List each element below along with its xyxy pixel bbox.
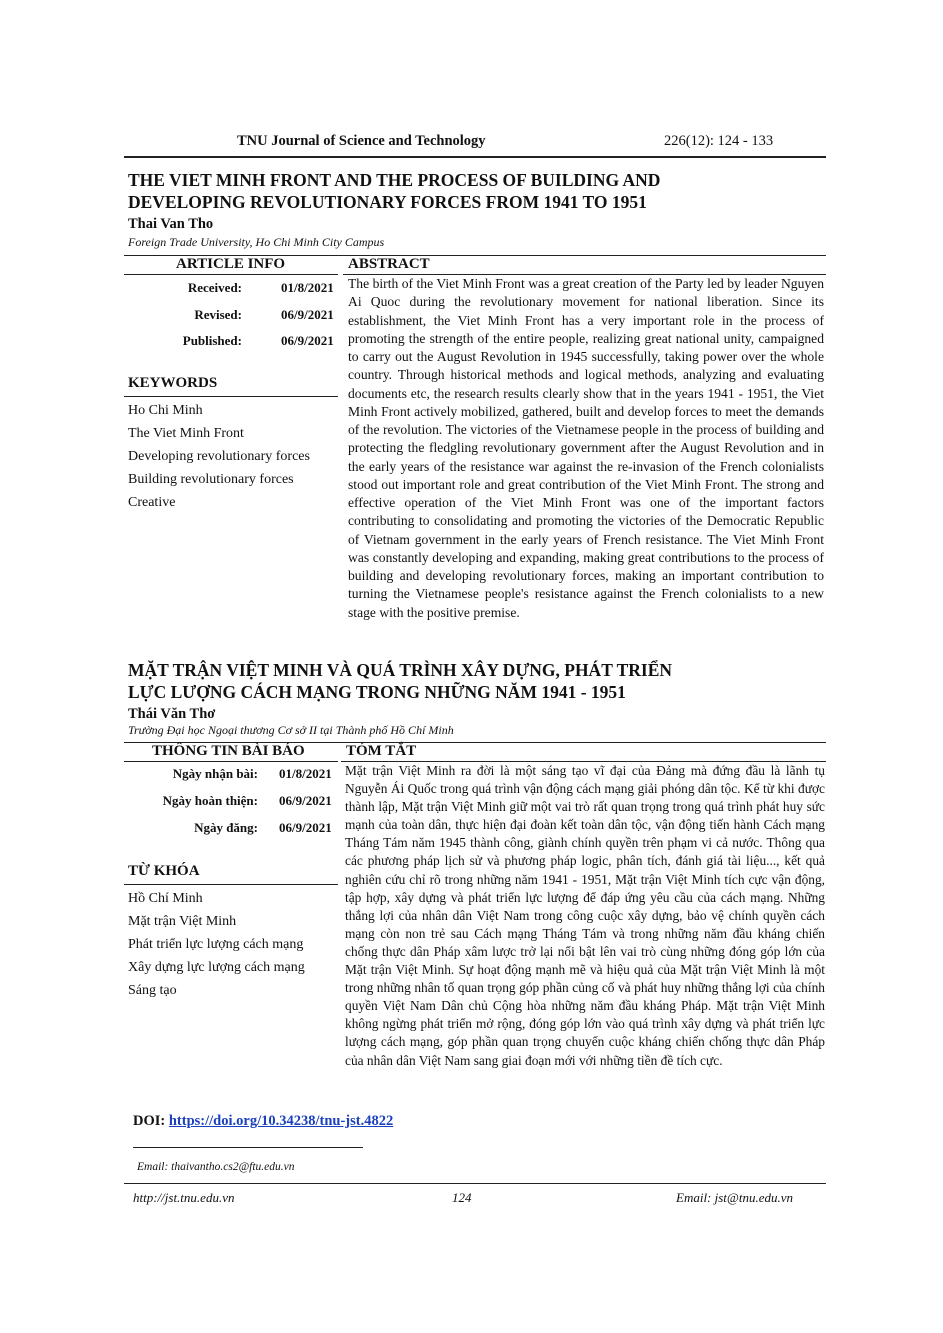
keywords-rule (124, 396, 338, 397)
keyword-item: Developing revolutionary forces (128, 449, 310, 464)
doi-link[interactable]: https://doi.org/10.34238/tnu-jst.4822 (168, 1113, 394, 1129)
keywords-heading-vi: TỪ KHÓA (128, 863, 200, 879)
title-english-line-2: DEVELOPING REVOLUTIONARY FORCES FROM 1941 TO 1951 (128, 192, 647, 212)
title-vietnamese-line-2: LỰC LƯỢNG CÁCH MẠNG TRONG NHỮNG NĂM 1941 - 1951 (128, 682, 626, 702)
received-label-vi: Ngày nhận bài: (172, 766, 258, 781)
doi-line (133, 1113, 393, 1130)
abstract-english: The birth of the Viet Minh Front was a great creation of the Party led by leader Nguyen Ai Quoc during the revolutionary movement for national liberation. Since its establishment, the Viet Minh Front has a very important role in the process of promoting the strength of the entire people, realizing great national unity, campaigned to carry out the August Revolution in 1945 successfully, taking power over the whole country. Through historical methods and logical methods, analyzing and evaluating documents etc, the research results clearly show that in the years 1941 - 1951, the Viet Minh Front actively mobilized, gathered, built and develop forces to meet the demands of the revolution. The victories of the Vietnamese people in the process of building and protecting the fledgling revolutionary government after the August Revolution and in the early years of the resistance war against the re-invasion of the French colonialists stood out important role and great contribution of the Viet Minh Front. The strong and effective operation of the Viet Minh Front was one of the important factors contributing to consolidating and promoting the victories of the Democratic Republic of Vietnam government in the early years of French resistance. The Viet Minh Front was constantly developing and expanding, making great contributions to the process of building and developing revolutionary forces, making an important contribution to turning the Vietnamese people's resistance against the French colonialists to a new stage with the positive premise. (348, 276, 824, 620)
keywords-rule-vi (124, 884, 338, 885)
received-date-vi: 01/8/2021 (279, 766, 332, 781)
affiliation-english: Foreign Trade University, Ho Chi Minh City Campus (128, 235, 385, 249)
keyword-item-vi: Sáng tạo (128, 983, 177, 998)
footer-email: Email: jst@tnu.edu.vn (676, 1190, 794, 1205)
info-sub-rule (124, 274, 338, 275)
abstract-vietnamese: Mặt trận Việt Minh ra đời là một sáng tạo vĩ đại của Đảng mà đứng đầu là lãnh tụ Nguyễn Ái Quốc trong quá trình vận động cách mạng giải phóng dân tộc. Kể từ khi được thành lập, Mặt trận Việt Minh giữ một vai trò rất quan trọng trong quá trình phát huy sức mạnh của toàn dân, thực hiện đại đoàn kết toàn dân tộc, vận động tiến hành Cách mạng Tháng Tám năm 1945 thành công, giành chính quyền trên phạm vi cả nước. Thông qua các phương pháp lịch sử và phương pháp logic, phân tích, đánh giá tài liệu..., kết quả nghiên cứu chỉ rõ trong những năm 1941 - 1951, Mặt trận Việt Minh tích cực vận động, tập hợp, xây dựng và phát triển lực lượng để đáp ứng yêu cầu của cách mạng. Những thắng lợi của nhân dân Việt Nam trong công cuộc xây dựng, bảo vệ chính quyền cách mạng còn non trẻ sau Cách mạng Tháng Tám và trong những năm đầu kháng chiến chống thực dân Pháp xâm lược trở lại nổi bật lên vai trò cùng những đóng góp lớn của Mặt trận Việt Minh. Sự hoạt động mạnh mẽ và hiệu quả của Mặt trận Việt Minh là một trong những nhân tố quan trọng góp phần củng cố và phát huy những thắng lợi của chính quyền Việt Nam Dân chủ Cộng hòa những năm đầu kháng Pháp. Mặt trận Việt Minh không ngừng phát triển mở rộng, đóng góp lớn vào quá trình xây dựng và phát triển lực lượng cách mạng, góp phần quan trọng chuyển cuộc kháng chiến chống thực dân Pháp của nhân dân Việt Nam sang giai đoạn mới với những tiền đề tích cực. (345, 763, 825, 1068)
published-date: 06/9/2021 (281, 333, 334, 348)
title-english (128, 169, 828, 213)
article-info-heading-vi: THÔNG TIN BÀI BÁO (152, 743, 305, 759)
abstract-heading: ABSTRACT (348, 256, 430, 272)
keyword-item-vi: Mặt trận Việt Minh (128, 914, 237, 929)
revised-label-vi: Ngày hoàn thiện: (162, 793, 258, 808)
author-vietnamese: Thái Văn Thơ (128, 706, 216, 722)
published-date-vi: 06/9/2021 (279, 820, 332, 835)
received-row-vi (128, 766, 258, 784)
revised-row (128, 307, 242, 325)
footer-url: http://jst.tnu.edu.vn (133, 1190, 235, 1205)
revised-label: Revised: (194, 307, 242, 322)
footer-rule (124, 1183, 826, 1184)
published-label: Published: (182, 333, 242, 348)
received-row (128, 280, 242, 298)
keyword-item: Creative (128, 495, 176, 510)
abstract-heading-vi: TÓM TẮT (346, 743, 417, 759)
published-row (128, 333, 242, 351)
author-english: Thai Van Tho (128, 216, 214, 232)
revised-row-vi (128, 793, 258, 811)
keyword-item: Building revolutionary forces (128, 472, 294, 487)
keyword-item: Ho Chi Minh (128, 403, 203, 418)
published-row-vi (128, 820, 258, 838)
revised-date: 06/9/2021 (281, 307, 334, 322)
keyword-item-vi: Xây dựng lực lượng cách mạng (128, 960, 305, 975)
info-sub-rule-vi (124, 761, 338, 762)
header-rule (124, 156, 826, 158)
keyword-item: The Viet Minh Front (128, 426, 244, 441)
affiliation-vietnamese: Trường Đại học Ngoại thương Cơ sở II tại Thành phố Hồ Chí Minh (128, 723, 454, 737)
page-number: 124 (452, 1190, 472, 1205)
footnote-rule (133, 1147, 363, 1148)
article-info-heading: ARTICLE INFO (176, 256, 286, 272)
received-date: 01/8/2021 (281, 280, 334, 295)
keyword-item-vi: Phát triển lực lượng cách mạng (128, 937, 304, 952)
published-label-vi: Ngày đăng: (194, 820, 258, 835)
author-email: Email: thaivantho.cs2@ftu.edu.vn (137, 1161, 295, 1173)
doi-label: DOI: (133, 1113, 166, 1129)
received-label: Received: (187, 280, 242, 295)
issue-pages: 226(12): 124 - 133 (664, 133, 774, 149)
keyword-item-vi: Hồ Chí Minh (128, 891, 203, 906)
keywords-heading: KEYWORDS (128, 375, 218, 391)
revised-date-vi: 06/9/2021 (279, 793, 332, 808)
title-vietnamese-line-1: MẶT TRẬN VIỆT MINH VÀ QUÁ TRÌNH XÂY DỰNG, PHÁT TRIỂN (128, 660, 673, 680)
journal-name: TNU Journal of Science and Technology (237, 133, 486, 149)
title-english-line-1: THE VIET MINH FRONT AND THE PROCESS OF BUILDING AND (128, 170, 661, 190)
title-vietnamese (128, 659, 828, 703)
